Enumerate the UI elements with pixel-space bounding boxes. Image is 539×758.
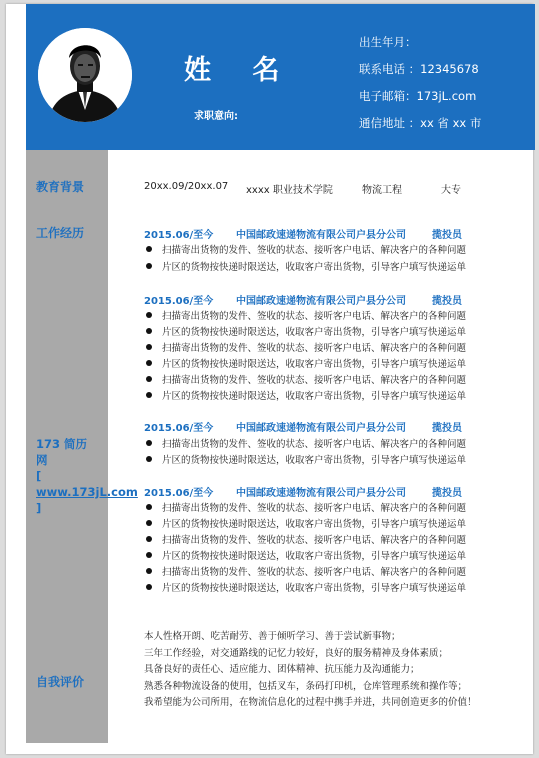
job-bullet: 片区的货物按快递时限送达，收取客户寄出货物，引导客户填写快递运单 bbox=[146, 388, 466, 402]
phone-field: 联系电话 ：12345678 bbox=[359, 62, 479, 76]
self-eval-line: 我希望能为公司所用，在物流信息化的过程中携手并进，共同创造更多的价值！ bbox=[144, 697, 477, 708]
bullet-icon bbox=[146, 246, 152, 252]
job-role: 揽投员 bbox=[432, 488, 462, 499]
bullet-icon bbox=[146, 440, 152, 446]
link-bracket-open: [ bbox=[36, 469, 42, 483]
job-role: 揽投员 bbox=[432, 423, 462, 434]
job-bullet: 扫描寄出货物的发件、签收的状态、接听客户电话、解决客户的各种问题 bbox=[146, 340, 466, 354]
job-bullet: 片区的货物按快递时限送达，收取客户寄出货物，引导客户填写快递运单 bbox=[146, 548, 466, 562]
job-bullet: 片区的货物按快递时限送达，收取客户寄出货物，引导客户填写快递运单 bbox=[146, 452, 466, 466]
job-bullet: 扫描寄出货物的发件、签收的状态、接听客户电话、解决客户的各种问题 bbox=[146, 532, 466, 546]
job-role: 揽投员 bbox=[432, 296, 462, 307]
section-education-label: 教育背景 bbox=[36, 180, 85, 194]
email-field: 电子邮箱：173jL.com bbox=[359, 89, 477, 103]
job-date: 2015.06/至今 bbox=[144, 230, 214, 241]
link-bracket-close: ] bbox=[36, 501, 42, 515]
self-eval-line: 三年工作经验，对交通路线的记忆力较好，良好的服务精神及身体素质； bbox=[144, 648, 449, 659]
job-company: 中国邮政速递物流有限公司户县分公司 bbox=[236, 230, 406, 241]
address-field: 通信地址 ：xx 省 xx 市 bbox=[359, 116, 482, 130]
job-bullet: 扫描寄出货物的发件、签收的状态、接听客户电话、解决客户的各种问题 bbox=[146, 242, 466, 256]
bullet-icon bbox=[146, 456, 152, 462]
self-eval-line: 具备良好的责任心、适应能力、团体精神、抗压能力及沟通能力； bbox=[144, 664, 420, 675]
bullet-icon bbox=[146, 568, 152, 574]
bullet-icon bbox=[146, 328, 152, 334]
edu-school: xxxx 职业技术学院 bbox=[246, 185, 333, 196]
job-intent-label: 求职意向: bbox=[194, 111, 238, 122]
job-bullet: 扫描寄出货物的发件、签收的状态、接听客户电话、解决客户的各种问题 bbox=[146, 308, 466, 322]
bullet-icon bbox=[146, 504, 152, 510]
person-name: 姓 名 bbox=[184, 55, 296, 86]
job-bullet: 片区的货物按快递时限送达，收取客户寄出货物，引导客户填写快递运单 bbox=[146, 259, 466, 273]
bullet-icon bbox=[146, 552, 152, 558]
site-link-block bbox=[36, 436, 138, 516]
bullet-icon bbox=[146, 263, 152, 269]
job-date: 2015.06/至今 bbox=[144, 488, 214, 499]
site-name: 173 简历网 bbox=[36, 437, 88, 467]
profile-photo bbox=[38, 28, 132, 122]
bullet-icon bbox=[146, 536, 152, 542]
job-company: 中国邮政速递物流有限公司户县分公司 bbox=[236, 488, 406, 499]
job-bullet: 扫描寄出货物的发件、签收的状态、接听客户电话、解决客户的各种问题 bbox=[146, 564, 466, 578]
job-date: 2015.06/至今 bbox=[144, 423, 214, 434]
job-bullet: 片区的货物按快递时限送达，收取客户寄出货物，引导客户填写快递运单 bbox=[146, 516, 466, 530]
edu-major: 物流工程 bbox=[362, 185, 402, 196]
birth-date-field: 出生年月： bbox=[359, 35, 417, 49]
job-date: 2015.06/至今 bbox=[144, 296, 214, 307]
bullet-icon bbox=[146, 344, 152, 350]
job-bullet: 片区的货物按快递时限送达，收取客户寄出货物，引导客户填写快递运单 bbox=[146, 580, 466, 594]
job-bullet: 扫描寄出货物的发件、签收的状态、接听客户电话、解决客户的各种问题 bbox=[146, 436, 466, 450]
job-bullet: 扫描寄出货物的发件、签收的状态、接听客户电话、解决客户的各种问题 bbox=[146, 500, 466, 514]
job-bullet: 扫描寄出货物的发件、签收的状态、接听客户电话、解决客户的各种问题 bbox=[146, 372, 466, 386]
bullet-icon bbox=[146, 376, 152, 382]
edu-degree: 大专 bbox=[441, 185, 461, 196]
edu-period: 20xx.09/20xx.07 bbox=[144, 181, 229, 192]
section-self-eval-label: 自我评价 bbox=[36, 675, 85, 689]
job-bullet: 片区的货物按快递时限送达，收取客户寄出货物，引导客户填写快递运单 bbox=[146, 356, 466, 370]
header-banner bbox=[26, 4, 535, 150]
bullet-icon bbox=[146, 520, 152, 526]
resume-page bbox=[6, 4, 533, 754]
portrait-icon bbox=[38, 28, 132, 122]
self-eval-line: 熟悉各种物流设备的使用，包括叉车，条码打印机，仓库管理系统和操作等； bbox=[144, 681, 468, 692]
job-company: 中国邮政速递物流有限公司户县分公司 bbox=[236, 296, 406, 307]
site-link[interactable]: www.173jL.com bbox=[36, 485, 138, 499]
bullet-icon bbox=[146, 584, 152, 590]
section-work-label: 工作经历 bbox=[36, 226, 85, 240]
self-eval-line: 本人性格开朗、吃苦耐劳、善于倾听学习、善于尝试新事物； bbox=[144, 631, 401, 642]
job-bullet: 片区的货物按快递时限送达，收取客户寄出货物，引导客户填写快递运单 bbox=[146, 324, 466, 338]
bullet-icon bbox=[146, 392, 152, 398]
bullet-icon bbox=[146, 312, 152, 318]
job-company: 中国邮政速递物流有限公司户县分公司 bbox=[236, 423, 406, 434]
job-role: 揽投员 bbox=[432, 230, 462, 241]
bullet-icon bbox=[146, 360, 152, 366]
